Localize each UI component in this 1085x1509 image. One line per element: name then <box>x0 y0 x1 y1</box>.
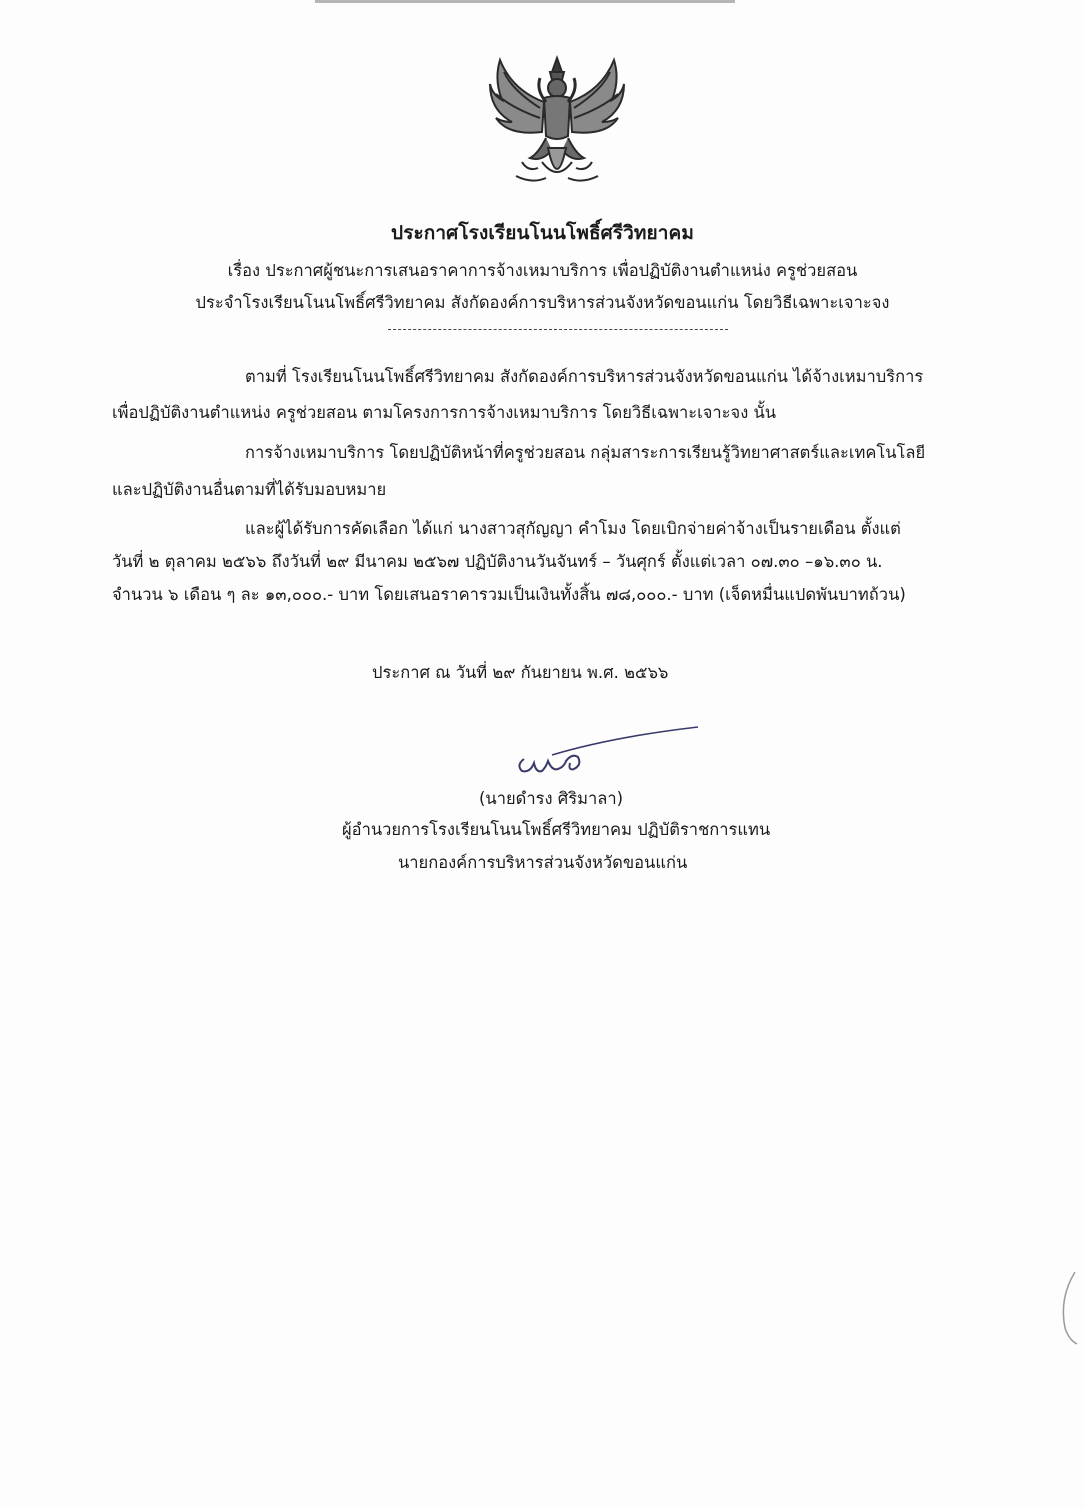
announcement-date: ประกาศ ณ วันที่ ๒๙ กันยายน พ.ศ. ๒๕๖๖ <box>372 663 669 682</box>
paragraph-3-line-3: จำนวน ๖ เดือน ๆ ละ ๑๓,๐๐๐.- บาท โดยเสนอราคารวมเป็นเงินทั้งสิ้น ๗๘,๐๐๐.- บาท (เจ็ดหมื่นแปดพันบาทถ้วน) <box>112 585 906 604</box>
signatory-name: (นายดำรง ศิริมาลา) <box>479 789 624 808</box>
heading-divider <box>388 329 728 330</box>
scan-top-edge <box>315 0 735 3</box>
paragraph-1-line-1: ตามที่ โรงเรียนโนนโพธิ์ศรีวิทยาคม สังกัดองค์การบริหารส่วนจังหวัดขอนแก่น ได้จ้างเหมาบริการ <box>245 367 924 386</box>
garuda-emblem-icon <box>482 50 632 200</box>
subject-line-1: เรื่อง ประกาศผู้ชนะการเสนอราคาการจ้างเหมาบริการ เพื่อปฏิบัติงานตำแหน่ง ครูช่วยสอน <box>227 261 858 280</box>
paragraph-3-line-1: และผู้ได้รับการคัดเลือก ได้แก่ นางสาวสุกัญญา คำโมง โดยเบิกจ่ายค่าจ้างเป็นรายเดือน ตั้งแต่ <box>245 519 901 538</box>
announcement-heading: ประกาศโรงเรียนโนนโพธิ์ศรีวิทยาคม <box>391 222 694 244</box>
signatory-title-line-2: นายกองค์การบริหารส่วนจังหวัดขอนแก่น <box>398 853 688 872</box>
paragraph-2-line-1: การจ้างเหมาบริการ โดยปฏิบัติหน้าที่ครูช่วยสอน กลุ่มสาระการเรียนรู้วิทยาศาสตร์และเทคโนโลยี <box>245 443 926 462</box>
scan-edge-mark <box>1055 1268 1079 1348</box>
paragraph-1-line-2: เพื่อปฏิบัติงานตำแหน่ง ครูช่วยสอน ตามโครงการการจ้างเหมาบริการ โดยวิธีเฉพาะเจาะจง นั้น <box>112 403 777 422</box>
handwritten-signature <box>512 715 702 785</box>
signatory-title-line-1: ผู้อำนวยการโรงเรียนโนนโพธิ์ศรีวิทยาคม ปฏิบัติราชการแทน <box>342 820 771 839</box>
subject-line-2: ประจำโรงเรียนโนนโพธิ์ศรีวิทยาคม สังกัดองค์การบริหารส่วนจังหวัดขอนแก่น โดยวิธีเฉพาะเจาะจง <box>195 293 890 312</box>
paragraph-3-line-2: วันที่ ๒ ตุลาคม ๒๕๖๖ ถึงวันที่ ๒๙ มีนาคม ๒๕๖๗ ปฏิบัติงานวันจันทร์ – วันศุกร์ ตั้งแต่เวลา ๐๗.๓๐ –๑๖.๓๐ น. <box>112 552 883 571</box>
paragraph-2-line-2: และปฏิบัติงานอื่นตามที่ได้รับมอบหมาย <box>112 480 387 499</box>
